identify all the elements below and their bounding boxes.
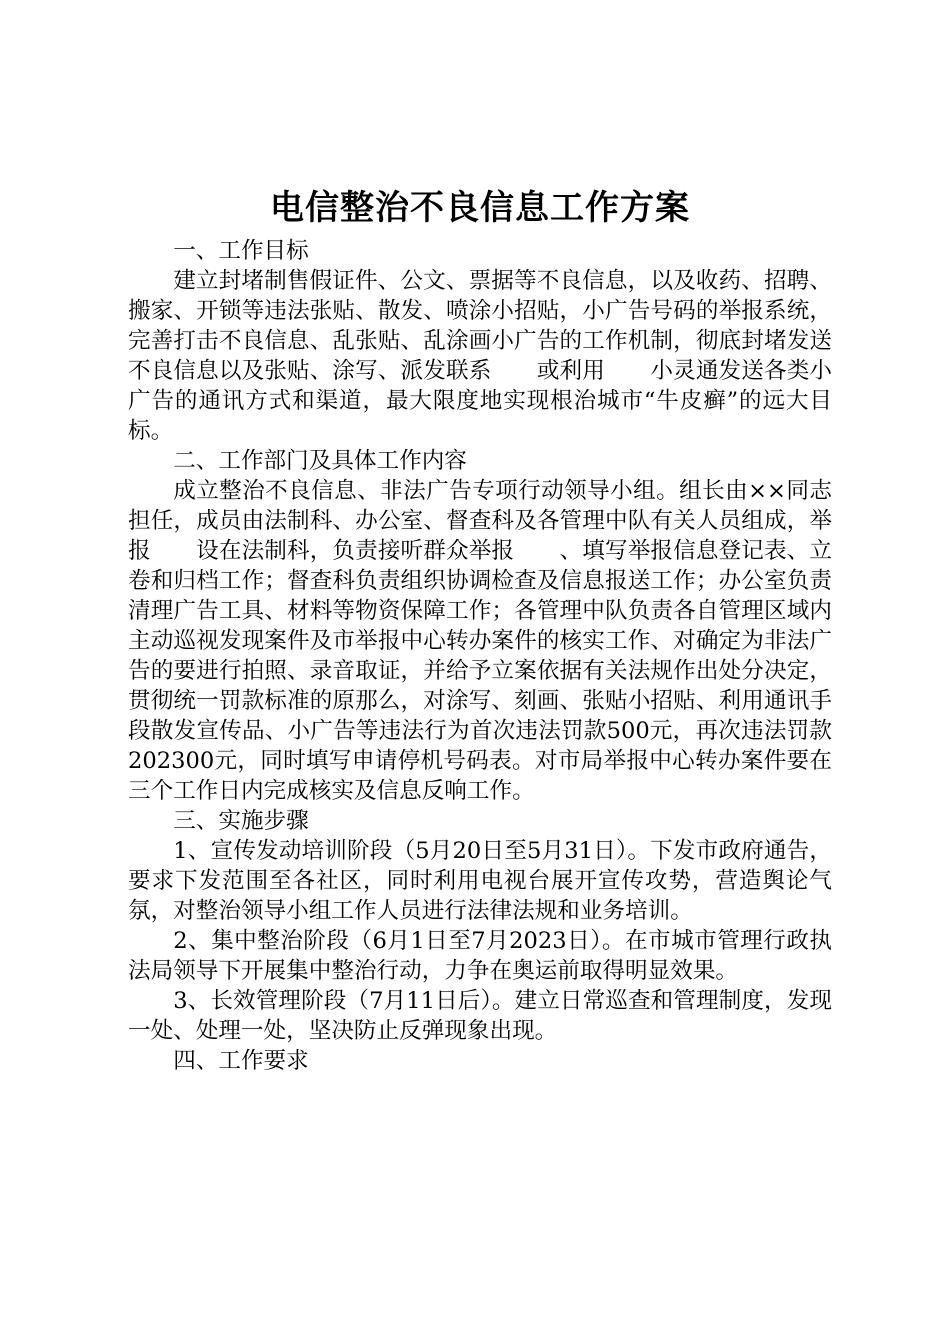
section-heading-steps: 三、实施步骤	[173, 808, 309, 834]
paragraph-step-3: 3、长效管理阶段（7月11日后）。建立日常巡查和管理制度，发现一处、处理一处，坚决防止反弹现象出现。	[128, 988, 832, 1044]
paragraph-step-2: 2、集中整治阶段（6月1日至7月2023日）。在市城市管理行政执法局领导下开展集中整治行动，力争在奥运前取得明显效果。	[128, 928, 832, 984]
paragraph-step-1: 1、宣传发动培训阶段（5月20日至5月31日）。下发市政府通告，要求下发范围至各社区，同时利用电视台展开宣传攻势，营造舆论气氛，对整治领导小组工作人员进行法律法规和业务培训。	[128, 838, 832, 924]
document-body	[128, 236, 832, 1076]
section-heading-departments: 二、工作部门及具体工作内容	[173, 448, 467, 474]
paragraph-departments: 成立整治不良信息、非法广告专项行动领导小组。组长由××同志担任，成员由法制科、办公室、督查科及各管理中队有关人员组成，举报 设在法制科，负责接听群众举报 、填写举报信息登记表、立卷和归档工作；督查科负责组织协调检查及信息报送工作；办公室负责清理广告工具、材料等物资保障工作；各管理中队负责各自管理区域内主动巡视发现案件及市举报中心转办案件的核实工作、对确定为非法广告的要进行拍照、录音取证，并给予立案依据有关法规作出处分决定，贯彻统一罚款标准的原那么，对涂写、刻画、张贴小招贴、利用通讯手段散发宣传品、小广告等违法行为首次违法罚款500元，再次违法罚款202300元，同时填写申请停机号码表。对市局举报中心转办案件要在三个工作日内完成核实及信息反响工作。	[128, 478, 832, 804]
document-page	[128, 180, 832, 1076]
document-title: 电信整治不良信息工作方案	[270, 188, 690, 228]
section-heading-goals: 一、工作目标	[173, 238, 309, 264]
section-heading-requirements: 四、工作要求	[173, 1048, 309, 1074]
paragraph-goals: 建立封堵制售假证件、公文、票据等不良信息，以及收药、招聘、搬家、开锁等违法张贴、散发、喷涂小招贴，小广告号码的举报系统，完善打击不良信息、乱张贴、乱涂画小广告的工作机制，彻底封堵发送不良信息以及张贴、涂写、派发联系 或利用 小灵通发送各类小广告的通讯方式和渠道，最大限度地实现根治城市“牛皮癣”的远大目标。	[128, 268, 832, 444]
